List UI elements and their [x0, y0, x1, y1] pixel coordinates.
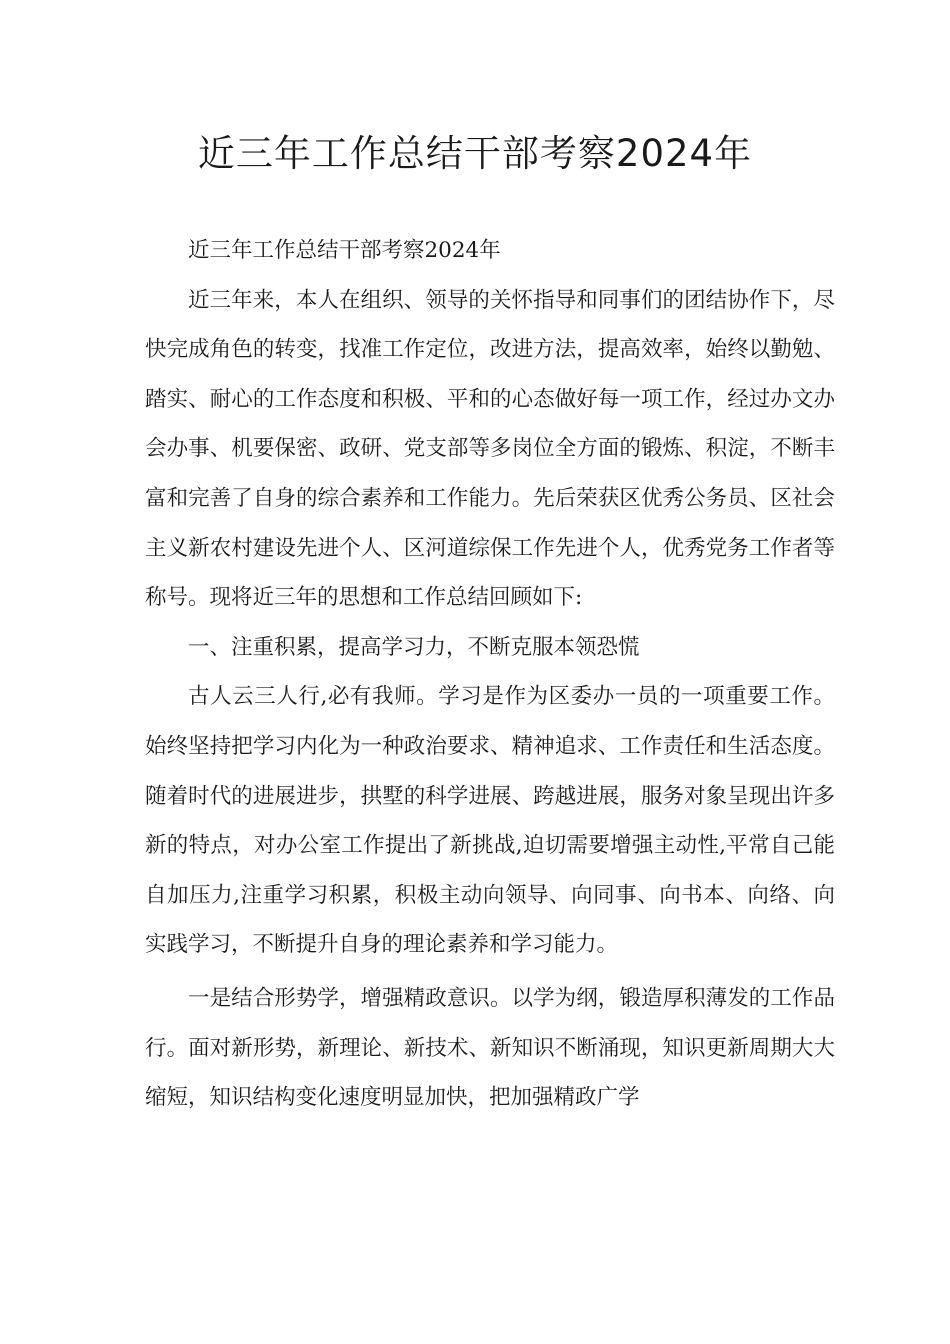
paragraph-intro: 近三年来，本人在组织、领导的关怀指导和同事们的团结协作下，尽快完成角色的转变，找准工作定位，改进方法，提高效率，始终以勤勉、踏实、耐心的工作态度和积极、平和的心态做好每一项工作，经过办文办会办事、机要保密、政研、党支部等多岗位全方面的锻炼、积淀，不断丰富和完善了自身的综合素养和工作能力。先后荣获区优秀公务员、区社会主义新农村建设先进个人、区河道综保工作先进个人，优秀党务工作者等称号。现将近三年的思想和工作总结回顾如下: [145, 287, 835, 611]
document-body [145, 226, 835, 1123]
document-title: 近三年工作总结干部考察2024年 [197, 132, 753, 175]
paragraph-learning: 古人云三人行,必有我师。学习是作为区委办一员的一项重要工作。始终坚持把学习内化为一种政治要求、精神追求、工作责任和生活态度。随着时代的进展进步，拱墅的科学进展、跨越进展，服务对象呈现出许多新的特点，对办公室工作提出了新挑战,迫切需要增强主动性,平常自己能自加压力,注重学习积累，积极主动向领导、向同事、向书本、向络、向实践学习，不断提升自身的理论素养和学习能力。 [145, 684, 835, 958]
section-heading-1: 一、注重积累，提高学习力，不断克服本领恐慌 [188, 634, 640, 660]
paragraph-subtitle: 近三年工作总结干部考察2024年 [188, 238, 501, 263]
paragraph-point-1: 一是结合形势学，增强精政意识。以学为纲，锻造厚积薄发的工作品行。面对新形势，新理论、新技术、新知识不断涌现，知识更新周期大大缩短，知识结构变化速度明显加快，把加强精政广学 [145, 985, 835, 1111]
